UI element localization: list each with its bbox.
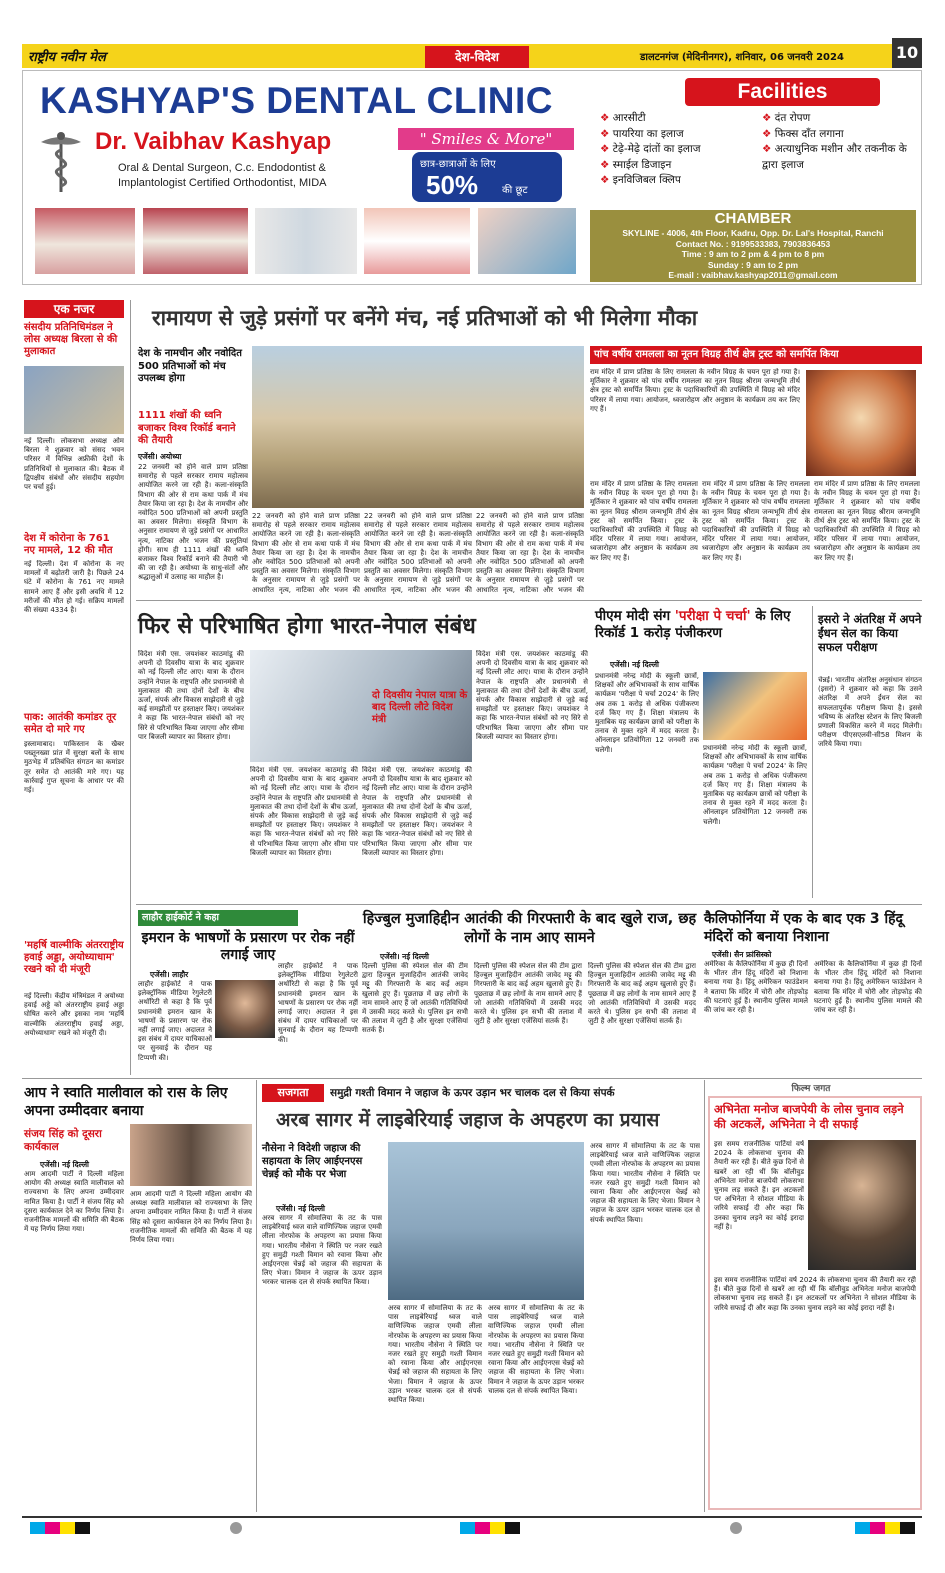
imran-body-col-1: लाहौर हाईकोर्ट ने पाक इलेक्ट्रॉनिक मीडिया रेगुलेटरी अथॉरिटी से कहा है कि पूर्व प्रधानमंत्री इमरान खान के भाषणों के प्रसारण पर रोक नहीं लगाई जाए। अदालत ने इस संबंध में दायर याचिकाओं पर सुनवाई के दौरान यह टिप्पणी की।	[138, 980, 212, 1062]
page-number: 10	[892, 38, 922, 68]
section-label: देश-विदेश	[425, 46, 529, 68]
nepal-body-col-1: विदेश मंत्री एस. जयशंकर काठमांडू की अपनी दो दिवसीय यात्रा के बाद शुक्रवार को नई दिल्ली लौट आए। यात्रा के दौरान उन्होंने नेपाल के राष्ट्रपति और प्रधानमंत्री से मुलाकात की तथा दोनों देशों के बीच ऊर्जा, संपर्क और विकास साझेदारी से जुड़े कई समझौतों पर हस्ताक्षर किए। जयशंकर ने कहा कि भारत-नेपाल संबंधों को नए सिरे से परिभाषित किया जाएगा और सीमा पार बिजली व्यापार का विस्तार होगा।	[138, 650, 244, 741]
ramlalla-photo	[806, 370, 916, 476]
chamber-email: E-mail : vaibhav.kashyap2011@gmail.com	[668, 270, 838, 280]
chamber-title: CHAMBER	[714, 210, 792, 227]
ramlalla-body-3: राम मंदिर में प्राण प्रतिष्ठा के लिए रामलला के नवीन विग्रह के चयन पूरा हो गया है। मूर्तिकार ने शुक्रवार को पांच वर्षीय रामलला का नूतन विग्रह श्रीराम जन्मभूमि तीर्थ क्षेत्र ट्रस्ट को समर्पित किया। ट्रस्ट के पदाधिकारियों की उपस्थिति में विग्रह को मंदिर परिसर में लाया गया। आयोजन, ध्वजारोहण और अनुष्ठान के कार्यक्रम तय कर लिए गए हैं।	[702, 480, 810, 562]
imran-byline: एजेंसी। लाहौर	[150, 970, 189, 979]
facility-item: ❖ स्माईल डिजाइन	[600, 158, 672, 171]
pariksha-body-col-2: प्रधानमंत्री नरेन्द्र मोदी के स्कूली छात्रों, शिक्षकों और अभिभावकों के साथ वार्षिक कार्यक्रम 'परीक्षा पे चर्चा 2024' के लिए अब तक 1 करोड़ से अधिक पंजीकरण दर्ज किए गए हैं। शिक्षा मंत्रालय के मुताबिक यह कार्यक्रम छात्रों को परीक्षा के तनाव से मुक्त रहने में मदद करता है। ऑनलाइन प्रतियोगिता 12 जनवरी तक चलेगी।	[703, 744, 807, 826]
facilities-left-list	[600, 111, 760, 189]
facility-item: ❖ आरसीटी	[600, 112, 646, 124]
hizbul-byline: एजेंसी। नई दिल्ली	[380, 952, 429, 961]
chamber-details	[592, 228, 914, 281]
horizontal-rule	[22, 1078, 922, 1079]
doctor-qual-2: Implantologist Certified Orthodontist, MIDA	[118, 177, 327, 189]
swati-body-col-2: आम आदमी पार्टी ने दिल्ली महिला आयोग की अध्यक्ष स्वाति मालीवाल को राज्यसभा के लिए अपना उम्मीदवार नामित किया है। पार्टी ने संजय सिंह को दूसरा कार्यकाल देने का निर्णय लिया है। राजनीतिक मामलों की समिति की बैठक में यह निर्णय लिया गया।	[130, 1190, 252, 1245]
ram-headline: रामायण से जुड़े प्रसंगों पर बनेंगे मंच, नई प्रतिभाओं को भी मिलेगा मौका	[152, 306, 698, 330]
film-body-col-2: इस समय राजनीतिक पार्टियां वर्ष 2024 के लोकसभा चुनाव की तैयारी कर रही हैं। बीते कुछ दिनों से खबरें आ रही थीं कि बॉलीवुड अभिनेता मनोज बाजपेयी लोकसभा चुनाव लड़ सकते हैं। इन अटकलों पर अभिनेता ने सोशल मीडिया के जरिये सफाई दी और कहा कि उनका चुनाव लड़ने का कोई इरादा नहीं है।	[714, 1276, 916, 1312]
ship-deck: नौसेना ने विदेशी जहाज की सहायता के लिए आईएनएस चेन्नई को मौके पर भेजा	[262, 1143, 363, 1180]
nepal-body-col-4: विदेश मंत्री एस. जयशंकर काठमांडू की अपनी दो दिवसीय यात्रा के बाद शुक्रवार को नई दिल्ली लौट आए। यात्रा के दौरान उन्होंने नेपाल के राष्ट्रपति और प्रधानमंत्री से मुलाकात की तथा दोनों देशों के बीच ऊर्जा, संपर्क और विकास साझेदारी से जुड़े कई समझौतों पर हस्ताक्षर किए। जयशंकर ने कहा कि भारत-नेपाल संबंधों को नए सिरे से परिभाषित किया जाएगा और सीमा पार बिजली व्यापार का विस्तार होगा।	[476, 650, 588, 741]
california-byline: एजेंसी। सैन फ्रांसिस्को	[712, 950, 772, 959]
doctor-qual-1: Oral & Dental Surgeon, C.c. Endodontist &	[118, 162, 326, 174]
teeth-photo-2	[143, 208, 248, 274]
ship-body-col-1: अरब सागर में सोमालिया के तट के पास लाइबेरियाई ध्वज वाले वाणिज्यिक जहाज एमवी लीला नोरफोक के अपहरण का प्रयास किया गया। भारतीय नौसेना ने स्थिति पर नजर रखते हुए समुद्री गश्ती विमान को रवाना किया और आईएनएस चेन्नई को जहाज की सहायता के लिए भेजा। विमान ने जहाज के ऊपर उड़ान भरकर चालक दल से संपर्क स्थापित किया।	[262, 1214, 382, 1287]
hizbul-body-col-2: दिल्ली पुलिस की स्पेशल सेल की टीम द्वारा हिज्बुल मुजाहिदीन आतंकी जावेद मट्टू की गिरफ्तारी के बाद कई अहम खुलासे हुए हैं। पूछताछ में छह लोगों के नाम सामने आए हैं जो आतंकी गतिविधियों में उसकी मदद करते थे। पुलिस इन सभी की तलाश में जुटी है और सुरक्षा एजेंसियां सतर्क हैं।	[474, 962, 582, 1026]
imran-headline: इमरान के भाषणों के प्रसारण पर रोक नहीं लगाई जाए	[141, 930, 355, 963]
nepal-photo-caption: दो दिवसीय नेपाल यात्रा के बाद दिल्ली लौटे विदेश मंत्री	[372, 690, 468, 725]
facility-item: ❖ टेढ़े-मेढ़े दांतों का इलाज	[600, 143, 701, 155]
facilities-right-list	[762, 111, 912, 173]
caduceus-icon	[35, 130, 87, 194]
ramlalla-body-4: राम मंदिर में प्राण प्रतिष्ठा के लिए रामलला के नवीन विग्रह के चयन पूरा हो गया है। मूर्तिकार ने शुक्रवार को पांच वर्षीय रामलला का नूतन विग्रह श्रीराम जन्मभूमि तीर्थ क्षेत्र ट्रस्ट को समर्पित किया। ट्रस्ट के पदाधिकारियों की उपस्थिति में विग्रह को मंदिर परिसर में लाया गया। आयोजन, ध्वजारोहण और अनुष्ठान के कार्यक्रम तय कर लिए गए हैं।	[814, 480, 920, 562]
imran-tag: लाहौर हाईकोर्ट ने कहा	[138, 910, 298, 926]
sidebar-item-body: नई दिल्ली। केंद्रीय मंत्रिमंडल ने अयोध्या हवाई अड्डे को अंतरराष्ट्रीय हवाई अड्डा घोषित करने और इसका नाम 'महर्षि वाल्मीकि अंतरराष्ट्रीय हवाई अड्डा, अयोध्याधाम' रखने को मंजूरी दी।	[24, 992, 124, 1037]
isro-headline: इसरो ने अंतरिक्ष में अपने ईंधन सेल का किया सफल परीक्षण	[818, 612, 922, 654]
swati-photo	[130, 1124, 252, 1186]
offer-pct: 50%	[426, 170, 479, 200]
facilities-title: Facilities	[685, 78, 880, 106]
ship-body-col-3: अरब सागर में सोमालिया के तट के पास लाइबेरियाई ध्वज वाले वाणिज्यिक जहाज एमवी लीला नोरफोक के अपहरण का प्रयास किया गया। भारतीय नौसेना ने स्थिति पर नजर रखते हुए समुद्री गश्ती विमान को रवाना किया और आईएनएस चेन्नई को जहाज की सहायता के लिए भेजा। विमान ने जहाज के ऊपर उड़ान भरकर चालक दल से संपर्क स्थापित किया।	[488, 1304, 584, 1395]
column-rule	[130, 300, 131, 1075]
hizbul-body-col-3: दिल्ली पुलिस की स्पेशल सेल की टीम द्वारा हिज्बुल मुजाहिदीन आतंकी जावेद मट्टू की गिरफ्तारी के बाद कई अहम खुलासे हुए हैं। पूछताछ में छह लोगों के नाम सामने आए हैं जो आतंकी गतिविधियों में उसकी मदद करते थे। पुलिस इन सभी की तलाश में जुटी है और सुरक्षा एजेंसियां सतर्क हैं।	[588, 962, 696, 1026]
paper-name: राष्ट्रीय नवीन मेल	[28, 50, 106, 65]
swati-body-col-1: आम आदमी पार्टी ने दिल्ली महिला आयोग की अध्यक्ष स्वाति मालीवाल को राज्यसभा के लिए अपना उम्मीदवार नामित किया है। पार्टी ने संजय सिंह को दूसरा कार्यकाल देने का निर्णय लिया है। राजनीतिक मामलों की समिति की बैठक में यह निर्णय लिया गया।	[24, 1170, 124, 1234]
footer-rule	[22, 1516, 922, 1518]
ram-body-col-1: 22 जनवरी को होने वाले प्राण प्रतिष्ठा समारोह से पहले सरकार रामाय महोत्सव आयोजित करने जा रही है। कला-संस्कृति विभाग की ओर से राम कथा पार्क में मंच तैयार किया जा रहा है। देश के नामचीन और नवोदित 500 प्रतिभाओं को अपनी प्रस्तुति का अवसर मिलेगा। संस्कृति विभाग के अनुसार रामायण से जुड़े प्रसंगों पर आधारित नृत्य, नाटिका और भजन की प्रस्तुतियां होंगी। साथ ही 1111 शंखों की ध्वनि बजाकर विश्व रिकॉर्ड बनाने की तैयारी भी की जा रही है। अयोध्या के साधु-संतों और श्रद्धालुओं में उत्साह का माहौल है।	[138, 463, 248, 582]
sidebar-item-body: नई दिल्ली। देश में कोरोना के नए मामलों में बढ़ोतरी जारी है। पिछले 24 घंटे में कोरोना के 761 नए मामले सामने आए हैं और इसी अवधि में 12 मरीजों की मौत हो गई। सक्रिय मामलों की संख्या 4334 है।	[24, 560, 124, 615]
facility-item: ❖ पायरिया का इलाज	[600, 127, 684, 140]
pariksha-headline-a: पीएम मोदी संग	[595, 608, 671, 624]
ramlalla-headline: पांच वर्षीय रामलला का नूतन विग्रह तीर्थ क्षेत्र ट्रस्ट को समर्पित किया	[590, 346, 922, 364]
swati-byline: एजेंसी। नई दिल्ली	[40, 1160, 89, 1169]
nepal-headline: फिर से परिभाषित होगा भारत-नेपाल संबंध	[138, 614, 476, 639]
ship-body-col-2: अरब सागर में सोमालिया के तट के पास लाइबेरियाई ध्वज वाले वाणिज्यिक जहाज एमवी लीला नोरफोक के अपहरण का प्रयास किया गया। भारतीय नौसेना ने स्थिति पर नजर रखते हुए समुद्री गश्ती विमान को रवाना किया और आईएनएस चेन्नई को जहाज की सहायता के लिए भेजा। विमान ने जहाज के ऊपर उड़ान भरकर चालक दल से संपर्क स्थापित किया।	[388, 1304, 482, 1405]
facility-item: ❖ इनविजिबल क्लिप	[600, 174, 681, 186]
swati-headline: आप ने स्वाति मालीवाल को रास के लिए अपना उम्मीदवार बनाया	[24, 1085, 228, 1119]
ship-photo	[388, 1142, 584, 1300]
teeth-photo-5	[478, 208, 576, 274]
facility-item: ❖ फिक्स दाँत लगाना	[762, 127, 844, 140]
pariksha-byline: एजेंसी। नई दिल्ली	[610, 660, 659, 669]
sidebar-item-heading: 'महर्षि वाल्मीकि अंतरराष्ट्रीय हवाई अड्डा, अयोध्याधाम' रखने को दी मंजूरी	[24, 940, 124, 975]
doctor-name: Dr. Vaibhav Kashyap	[95, 128, 332, 155]
isro-body: चेन्नई। भारतीय अंतरिक्ष अनुसंधान संगठन (इसरो) ने शुक्रवार को कहा कि उसने अंतरिक्ष में अपने ईंधन सेल का सफलतापूर्वक परीक्षण किया है। इससे भविष्य के अंतरिक्ष स्टेशन के लिए बिजली प्रणाली विकसित करने में मदद मिलेगी। परीक्षण पीएसएलवी-सी58 मिशन के जरिये किया गया।	[818, 676, 922, 749]
pariksha-headline	[595, 608, 805, 642]
ship-strap: समुद्री गश्ती विमान ने जहाज के ऊपर उड़ान भर चालक दल से किया संपर्क	[330, 1087, 615, 1099]
ram-temple-photo	[252, 346, 584, 508]
ramlalla-body: राम मंदिर में प्राण प्रतिष्ठा के लिए रामलला के नवीन विग्रह के चयन पूरा हो गया है। मूर्तिकार ने शुक्रवार को पांच वर्षीय रामलला का नूतन विग्रह श्रीराम जन्मभूमि तीर्थ क्षेत्र ट्रस्ट को समर्पित किया। ट्रस्ट के पदाधिकारियों की उपस्थिति में विग्रह को मंदिर परिसर में लाया गया। आयोजन, ध्वजारोहण और अनुष्ठान के कार्यक्रम तय कर लिए गए हैं।	[590, 368, 800, 413]
ram-body-col-3: 22 जनवरी को होने वाले प्राण प्रतिष्ठा समारोह से पहले सरकार रामाय महोत्सव आयोजित करने जा रही है। कला-संस्कृति विभाग की ओर से राम कथा पार्क में मंच तैयार किया जा रहा है। देश के नामचीन और नवोदित 500 प्रतिभाओं को अपनी प्रस्तुति का अवसर मिलेगा। संस्कृति विभाग के अनुसार रामायण से जुड़े प्रसंगों पर आधारित नृत्य, नाटिका और भजन की	[364, 512, 472, 594]
chamber-address: SKYLINE - 4006, 4th Floor, Kadru, Opp. Dr. Lal's Hospital, Ranchi	[622, 228, 884, 238]
sidebar-tab: एक नजर	[24, 300, 124, 318]
swati-sub: संजय सिंह को दूसरा कार्यकाल	[24, 1128, 102, 1153]
color-registration-strip	[30, 1522, 915, 1534]
film-body-col-1: इस समय राजनीतिक पार्टियां वर्ष 2024 के लोकसभा चुनाव की तैयारी कर रही हैं। बीते कुछ दिनों से खबरें आ रही थीं कि बॉलीवुड अभिनेता मनोज बाजपेयी लोकसभा चुनाव लड़ सकते हैं। इन अटकलों पर अभिनेता ने सोशल मीडिया के जरिये सफाई दी और कहा कि उनका चुनाव लड़ने का कोई इरादा नहीं है।	[714, 1140, 804, 1231]
ship-byline: एजेंसी। नई दिल्ली	[276, 1204, 325, 1213]
column-rule	[704, 1080, 705, 1512]
facility-item: ❖ अत्याधुनिक मशीन और तकनीक के द्वारा इलाज	[762, 143, 907, 171]
horizontal-rule	[136, 904, 922, 905]
pariksha-photo	[703, 672, 807, 740]
imran-body-col-2: लाहौर हाईकोर्ट ने पाक इलेक्ट्रॉनिक मीडिया रेगुलेटरी अथॉरिटी से कहा है कि पूर्व प्रधानमंत्री इमरान खान के भाषणों के प्रसारण पर रोक नहीं लगाई जाए। अदालत ने इस संबंध में दायर याचिकाओं पर सुनवाई के दौरान यह टिप्पणी की।	[278, 962, 358, 1044]
manoj-photo	[808, 1140, 916, 1270]
clinic-name: KASHYAP'S DENTAL CLINIC	[40, 80, 554, 121]
california-body-col-2: अमेरिका के कैलिफोर्निया में कुछ ही दिनों के भीतर तीन हिंदू मंदिरों को निशाना बनाया गया है। हिंदू अमेरिकन फाउंडेशन ने बताया कि मंदिर में चोरी और तोड़फोड़ की घटनाएं हुई हैं। स्थानीय पुलिस मामले की जांच कर रही है।	[814, 960, 922, 1015]
sidebar-item-body: नई दिल्ली। लोकसभा अध्यक्ष ओम बिरला ने शुक्रवार को संसद भवन परिसर में विभिन्न अफ्रीकी देशों के प्रतिनिधियों से मुलाकात की। बैठक में द्विपक्षीय संबंधों और संसदीय सहयोग पर चर्चा हुई।	[24, 437, 124, 492]
sidebar-item-heading: पाक: आतंकी कमांडर तूर समेत दो मारे गए	[24, 712, 117, 735]
teeth-photo-4	[364, 208, 470, 274]
dateline: डालटनगंज (मेदिनीनगर), शनिवार, 06 जनवरी 2024	[640, 52, 844, 63]
ship-tab: सजगता	[262, 1084, 324, 1102]
imran-photo	[215, 980, 275, 1038]
column-rule	[256, 1080, 257, 1512]
ram-deck-1: देश के नामचीन और नवोदित 500 प्रतिभाओं को मंच उपलब्ध होगा	[138, 348, 242, 384]
pariksha-headline-c: के लिए रिकॉर्ड 1 करोड़ पंजीकरण	[595, 608, 791, 641]
chamber-sunday: Sunday : 9 am to 2 pm	[707, 259, 799, 270]
ram-body-col-2: 22 जनवरी को होने वाले प्राण प्रतिष्ठा समारोह से पहले सरकार रामाय महोत्सव आयोजित करने जा रही है। कला-संस्कृति विभाग की ओर से राम कथा पार्क में मंच तैयार किया जा रहा है। देश के नामचीन और नवोदित 500 प्रतिभाओं को अपनी प्रस्तुति का अवसर मिलेगा। संस्कृति विभाग के अनुसार रामायण से जुड़े प्रसंगों पर आधारित नृत्य, नाटिका और भजन की	[252, 512, 360, 594]
ship-body-col-4: अरब सागर में सोमालिया के तट के पास लाइबेरियाई ध्वज वाले वाणिज्यिक जहाज एमवी लीला नोरफोक के अपहरण का प्रयास किया गया। भारतीय नौसेना ने स्थिति पर नजर रखते हुए समुद्री गश्ती विमान को रवाना किया और आईएनएस चेन्नई को जहाज की सहायता के लिए भेजा। विमान ने जहाज के ऊपर उड़ान भरकर चालक दल से संपर्क स्थापित किया।	[590, 1142, 700, 1224]
birla-photo	[24, 366, 124, 434]
horizontal-rule	[136, 600, 922, 601]
ram-body-col-4: 22 जनवरी को होने वाले प्राण प्रतिष्ठा समारोह से पहले सरकार रामाय महोत्सव आयोजित करने जा रही है। कला-संस्कृति विभाग की ओर से राम कथा पार्क में मंच तैयार किया जा रहा है। देश के नामचीन और नवोदित 500 प्रतिभाओं को अपनी प्रस्तुति का अवसर मिलेगा। संस्कृति विभाग के अनुसार रामायण से जुड़े प्रसंगों पर आधारित नृत्य, नाटिका और भजन की	[476, 512, 584, 594]
teeth-photo-1	[35, 208, 135, 274]
film-tab: फिल्म जगत	[791, 1084, 831, 1094]
film-headline: अभिनेता मनोज बाजपेयी के लोस चुनाव लड़ने की अटकलें, अभिनेता ने दी सफाई	[714, 1102, 904, 1131]
chamber-contact: Contact No. : 9199533383, 7903836453	[675, 238, 831, 249]
ram-deck-2: 1111 शंखों की ध्वनि बजाकर विश्व रिकॉर्ड बनाने की तैयारी	[138, 410, 236, 446]
nepal-body-col-3: विदेश मंत्री एस. जयशंकर काठमांडू की अपनी दो दिवसीय यात्रा के बाद शुक्रवार को नई दिल्ली लौट आए। यात्रा के दौरान उन्होंने नेपाल के राष्ट्रपति और प्रधानमंत्री से मुलाकात की तथा दोनों देशों के बीच ऊर्जा, संपर्क और विकास साझेदारी से जुड़े कई समझौतों पर हस्ताक्षर किए। जयशंकर ने कहा कि भारत-नेपाल संबंधों को नए सिरे से परिभाषित किया जाएगा और सीमा पार बिजली व्यापार का विस्तार होगा।	[362, 766, 472, 857]
hizbul-headline: हिज्बुल मुजाहिद्दीन आतंकी की गिरफ्तारी के बाद खुले राज, छह लोगों के नाम आए सामने	[362, 911, 697, 946]
sidebar-item-body: इस्लामाबाद। पाकिस्तान के खैबर पख्तूनख्वा प्रांत में सुरक्षा बलों के साथ मुठभेड़ में प्रतिबंधित संगठन का कमांडर तूर समेत दो आतंकी मारे गए। यह कार्रवाई गुप्त सूचना के आधार पर की गई।	[24, 740, 124, 795]
sidebar-item-heading: संसदीय प्रतिनिधिमंडल ने लोस अध्यक्ष बिरला से की मुलाकात	[24, 322, 118, 357]
ram-byline: एजेंसी। अयोध्या	[138, 452, 182, 461]
offer-line: छात्र-छात्राओं के लिए	[420, 159, 496, 170]
california-headline: कैलिफोर्निया में एक के बाद एक 3 हिंदू मंदिरों को बनाया निशाना	[704, 911, 903, 945]
ramlalla-body-2: राम मंदिर में प्राण प्रतिष्ठा के लिए रामलला के नवीन विग्रह के चयन पूरा हो गया है। मूर्तिकार ने शुक्रवार को पांच वर्षीय रामलला का नूतन विग्रह श्रीराम जन्मभूमि तीर्थ क्षेत्र ट्रस्ट को समर्पित किया। ट्रस्ट के पदाधिकारियों की उपस्थिति में विग्रह को मंदिर परिसर में लाया गया। आयोजन, ध्वजारोहण और अनुष्ठान के कार्यक्रम तय कर लिए गए हैं।	[590, 480, 698, 562]
pariksha-headline-b: 'परीक्षा पे चर्चा'	[674, 608, 751, 624]
hizbul-body-col-1: दिल्ली पुलिस की स्पेशल सेल की टीम द्वारा हिज्बुल मुजाहिदीन आतंकी जावेद मट्टू की गिरफ्तारी के बाद कई अहम खुलासे हुए हैं। पूछताछ में छह लोगों के नाम सामने आए हैं जो आतंकी गतिविधियों में उसकी मदद करते थे। पुलिस इन सभी की तलाश में जुटी है और सुरक्षा एजेंसियां सतर्क हैं।	[362, 962, 468, 1035]
nepal-body-col-2: विदेश मंत्री एस. जयशंकर काठमांडू की अपनी दो दिवसीय यात्रा के बाद शुक्रवार को नई दिल्ली लौट आए। यात्रा के दौरान उन्होंने नेपाल के राष्ट्रपति और प्रधानमंत्री से मुलाकात की तथा दोनों देशों के बीच ऊर्जा, संपर्क और विकास साझेदारी से जुड़े कई समझौतों पर हस्ताक्षर किए। जयशंकर ने कहा कि भारत-नेपाल संबंधों को नए सिरे से परिभाषित किया जाएगा और सीमा पार बिजली व्यापार का विस्तार होगा।	[250, 766, 358, 857]
california-body-col-1: अमेरिका के कैलिफोर्निया में कुछ ही दिनों के भीतर तीन हिंदू मंदिरों को निशाना बनाया गया है। हिंदू अमेरिकन फाउंडेशन ने बताया कि मंदिर में चोरी और तोड़फोड़ की घटनाएं हुई हैं। स्थानीय पुलिस मामले की जांच कर रही है।	[704, 960, 808, 1015]
teeth-photo-3	[255, 208, 357, 274]
sidebar-item-heading: देश में कोरोना के 761 नए मामले, 12 की मौत	[24, 533, 113, 556]
facility-item: ❖ दंत रोपण	[762, 112, 811, 124]
pariksha-body-col-1: प्रधानमंत्री नरेन्द्र मोदी के स्कूली छात्रों, शिक्षकों और अभिभावकों के साथ वार्षिक कार्यक्रम 'परीक्षा पे चर्चा 2024' के लिए अब तक 1 करोड़ से अधिक पंजीकरण दर्ज किए गए हैं। शिक्षा मंत्रालय के मुताबिक यह कार्यक्रम छात्रों को परीक्षा के तनाव से मुक्त रहने में मदद करता है। ऑनलाइन प्रतियोगिता 12 जनवरी तक चलेगी।	[595, 672, 699, 754]
ship-headline: अरब सागर में लाइबेरियाई जहाज के अपहरण का प्रयास	[276, 1109, 660, 1131]
chamber-time: Time : 9 am to 2 pm & 4 pm to 8 pm	[681, 249, 825, 259]
offer-tail: की छूट	[502, 185, 528, 196]
tagline: " Smiles & More"	[398, 128, 574, 150]
column-rule	[812, 606, 813, 898]
